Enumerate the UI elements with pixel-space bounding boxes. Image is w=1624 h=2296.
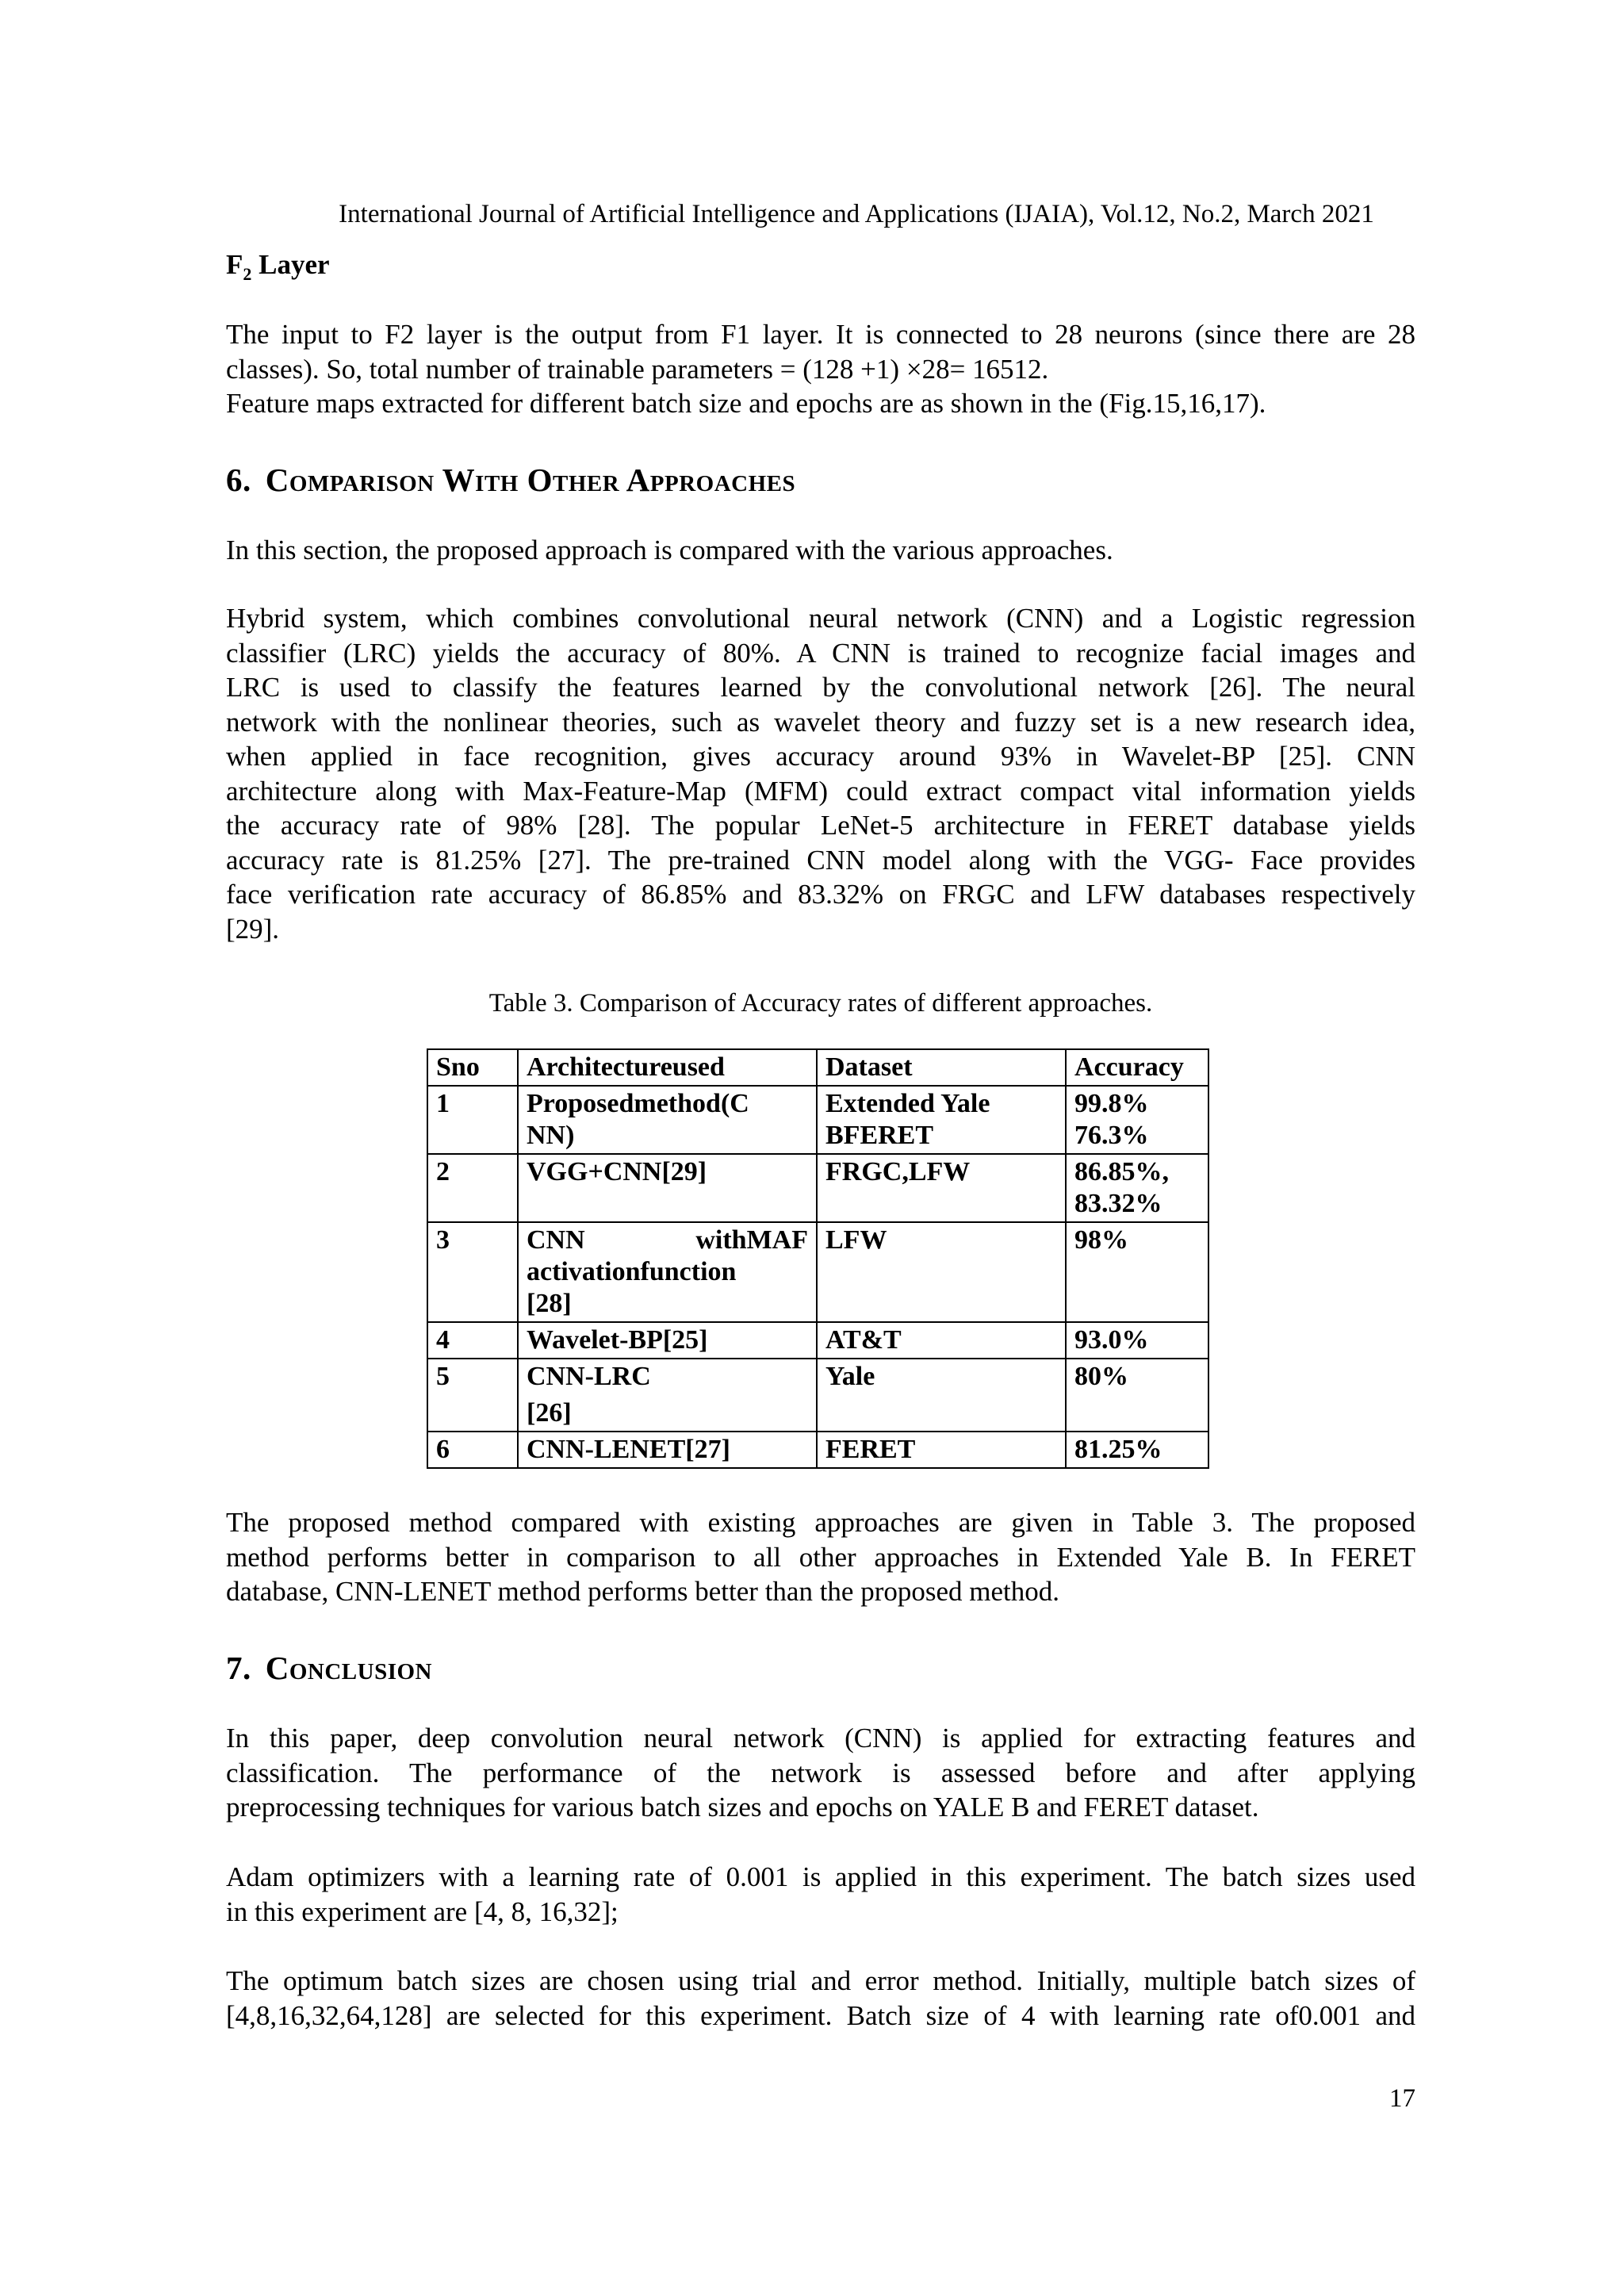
section-6-heading [226, 460, 795, 500]
para-line: in this experiment are [4, 8, 16,32]; [226, 1895, 619, 1927]
dataset-cell [817, 1322, 1066, 1359]
f2-title-rest: Layer [251, 249, 330, 280]
architecture-cell [518, 1154, 817, 1222]
conclusion-paragraph-1 [226, 1721, 1415, 1825]
cell-line: CNN-LENET[27] [527, 1435, 730, 1464]
para-line: [4,8,16,32,64,128] are selected for this experiment. Batch size of 4 with learning rate of0.001 and [226, 1999, 1415, 2031]
table-row [427, 1086, 1208, 1154]
cell-line: Extended Yale [825, 1089, 990, 1118]
para-line: The proposed method compared with existing approaches are given in Table 3. The proposed [226, 1507, 1415, 1538]
section-7-title: Conclusion [265, 1650, 433, 1686]
architecture-cell [518, 1086, 817, 1154]
architecture-cell [518, 1322, 817, 1359]
cell-line: CNN withMAF [527, 1225, 808, 1255]
table-row [427, 1222, 1208, 1322]
table-row [427, 1432, 1208, 1468]
comparison-table [427, 1048, 1209, 1469]
architecture-cell [518, 1432, 817, 1468]
cell-line: VGG+CNN[29] [527, 1157, 707, 1186]
architecture-cell [518, 1222, 817, 1322]
para-line: the accuracy rate of 98% [28]. The popular LeNet-5 architecture in FERET database yields [226, 810, 1415, 841]
para-line: network with the nonlinear theories, such as wavelet theory and fuzzy set is a new research idea, [226, 706, 1415, 738]
f2-line: classes). So, total number of trainable parameters = (128 +1) ×28= 16512. [226, 353, 1049, 385]
para-line: [29]. [226, 913, 280, 945]
sno-cell: 6 [427, 1432, 518, 1468]
sno-cell: 1 [427, 1086, 518, 1154]
para-line: classification. The performance of the network is assessed before and after applying [226, 1757, 1415, 1788]
cell-line: 86.85%, [1074, 1157, 1169, 1186]
sno-cell: 3 [427, 1222, 518, 1322]
para-line: architecture along with Max-Feature-Map (MFM) could extract compact vital information yields [226, 775, 1415, 807]
accuracy-cell [1066, 1359, 1208, 1432]
column-header: Sno [427, 1049, 518, 1086]
cell-line: LFW [825, 1225, 887, 1255]
column-header: Architectureused [518, 1049, 817, 1086]
para-line: classifier (LRC) yields the accuracy of 80%. A CNN is trained to recognize facial images and [226, 637, 1415, 669]
f2-title-main: F [226, 249, 243, 280]
cell-line: FRGC,LFW [825, 1157, 971, 1186]
cell-line: BFERET [825, 1121, 934, 1150]
dataset-cell [817, 1222, 1066, 1322]
intro-line: In this section, the proposed approach is compared with the various approaches. [226, 535, 1113, 565]
dataset-cell [817, 1359, 1066, 1432]
accuracy-cell [1066, 1222, 1208, 1322]
cell-line: 76.3% [1074, 1121, 1149, 1150]
para-line: Adam optimizers with a learning rate of 0.001 is applied in this experiment. The batch sizes used [226, 1861, 1415, 1892]
cell-line: FERET [825, 1435, 916, 1464]
para-line: In this paper, deep convolution neural network (CNN) is applied for extracting features and [226, 1723, 1415, 1754]
f2-layer-heading [226, 246, 330, 293]
conclusion-paragraph-2 [226, 1860, 1415, 1929]
sno-cell: 5 [427, 1359, 518, 1432]
page-number: 17 [1389, 2084, 1415, 2113]
section-6-number: 6. [226, 462, 251, 498]
section-6-title: Comparison With Other Approaches [265, 462, 796, 498]
table-row [427, 1322, 1208, 1359]
accuracy-cell [1066, 1322, 1208, 1359]
para-line: face verification rate accuracy of 86.85% and 83.32% on FRGC and LFW databases respectively [226, 879, 1415, 910]
cell-line: 98% [1074, 1225, 1128, 1255]
para-line: database, CNN-LENET method performs better than the proposed method. [226, 1576, 1060, 1607]
f2-title-sub: 2 [243, 264, 252, 284]
dataset-cell [817, 1432, 1066, 1468]
para-line: The optimum batch sizes are chosen using trial and error method. Initially, multiple batch sizes of [226, 1965, 1415, 1996]
conclusion-paragraph-3 [226, 1964, 1415, 2033]
cell-line: 99.8% [1074, 1089, 1149, 1118]
cell-line: 83.32% [1074, 1189, 1162, 1218]
table-header-row [427, 1049, 1208, 1086]
f2-line: The input to F2 layer is the output from F1 layer. It is connected to 28 neurons (since there are 28 [226, 319, 1415, 350]
cell-line: activationfunction [527, 1257, 737, 1286]
table-row [427, 1154, 1208, 1222]
dataset-cell [817, 1086, 1066, 1154]
para-line: method performs better in comparison to all other approaches in Extended Yale B. In FERET [226, 1541, 1415, 1573]
f2-paragraph [226, 317, 1415, 421]
para-line: preprocessing techniques for various batch sizes and epochs on YALE B and FERET dataset. [226, 1792, 1259, 1823]
cell-line: 80% [1074, 1362, 1128, 1391]
para-line: Hybrid system, which combines convolutional neural network (CNN) and a Logistic regression [226, 603, 1415, 634]
para-line: accuracy rate is 81.25% [27]. The pre-trained CNN model along with the VGG- Face provides [226, 844, 1415, 876]
running-header: International Journal of Artificial Intelligence and Applications (IJAIA), Vol.12, No.2, March 2021 [339, 200, 1374, 228]
cell-line: NN) [527, 1121, 575, 1150]
cell-line: [28] [527, 1289, 572, 1318]
accuracy-cell [1066, 1086, 1208, 1154]
dataset-cell [817, 1154, 1066, 1222]
cell-line: 81.25% [1074, 1435, 1162, 1464]
architecture-cell [518, 1359, 817, 1432]
table-caption: Table 3. Comparison of Accuracy rates of different approaches. [488, 989, 1153, 1018]
accuracy-cell [1066, 1154, 1208, 1222]
para-line: when applied in face recognition, gives accuracy around 93% in Wavelet-BP [25]. CNN [226, 741, 1415, 772]
f2-line: Feature maps extracted for different batch size and epochs are as shown in the (Fig.15,16,17). [226, 388, 1266, 419]
cell-line: AT&T [825, 1325, 902, 1355]
cell-line: [26] [527, 1398, 572, 1428]
cell-line: 93.0% [1074, 1325, 1149, 1355]
column-header: Dataset [817, 1049, 1066, 1086]
para-line: LRC is used to classify the features learned by the convolutional network [26]. The neural [226, 672, 1415, 703]
after-table-paragraph [226, 1505, 1415, 1609]
accuracy-cell [1066, 1432, 1208, 1468]
section-6-intro [226, 533, 1415, 568]
table-row [427, 1359, 1208, 1432]
cell-line: Proposedmethod(C [527, 1089, 749, 1118]
section-6-paragraph [226, 601, 1415, 946]
cell-line: CNN-LRC [527, 1362, 651, 1391]
cell-line: Wavelet-BP[25] [527, 1325, 708, 1355]
cell-line: Yale [825, 1362, 875, 1391]
column-header: Accuracy [1066, 1049, 1208, 1086]
sno-cell: 4 [427, 1322, 518, 1359]
section-7-number: 7. [226, 1650, 251, 1686]
sno-cell: 2 [427, 1154, 518, 1222]
section-7-heading [226, 1648, 432, 1688]
